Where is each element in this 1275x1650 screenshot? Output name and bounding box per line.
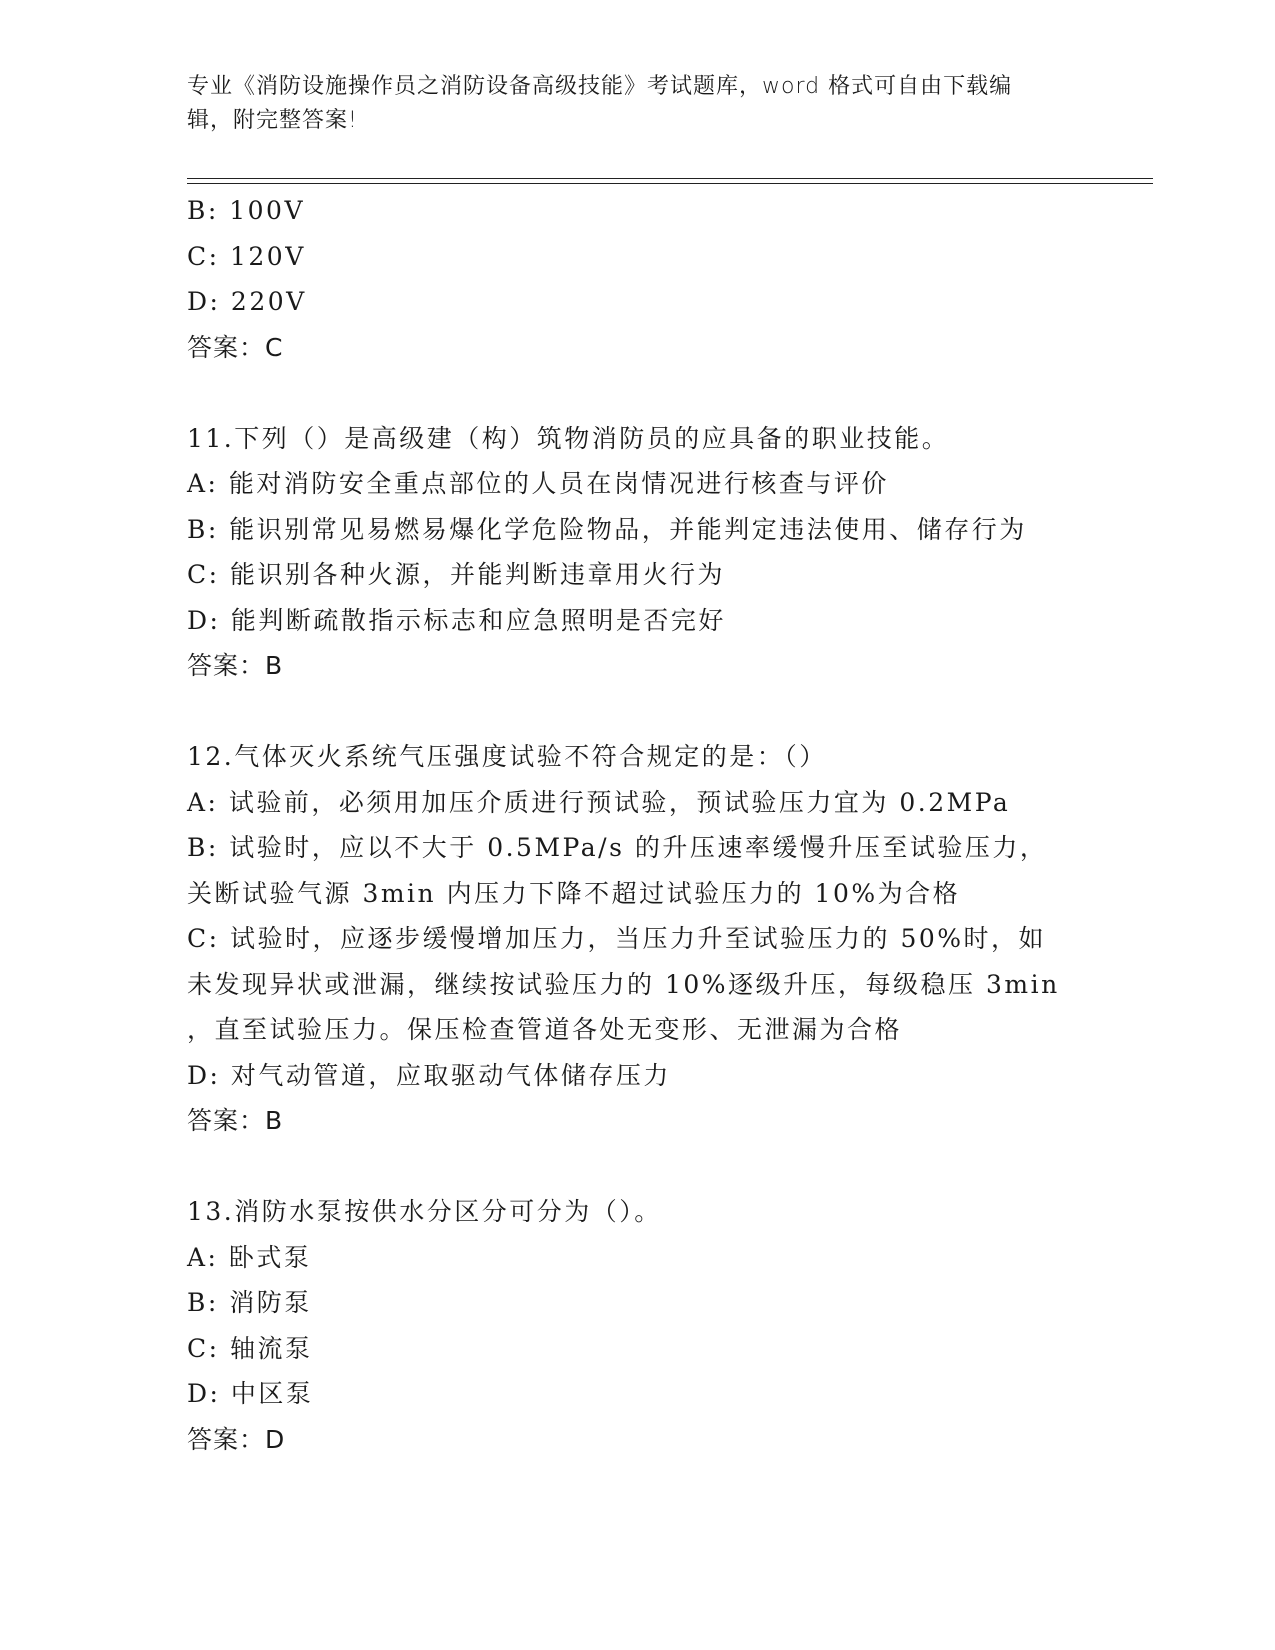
option-line: B: 消防泵 xyxy=(187,1288,312,1317)
question-12 xyxy=(187,734,1087,1144)
spacer xyxy=(187,1144,1087,1190)
option-line: B: 试验时，应以不大于 0.5MPa/s 的升压速率缓慢升压至试验压力， xyxy=(187,833,1048,862)
answer-line: 答案：C xyxy=(187,332,284,362)
option-line: 未发现异状或泄漏，继续按试验压力的 10%逐级升压，每级稳压 3min xyxy=(187,969,1060,999)
spacer xyxy=(187,689,1087,735)
prev-question xyxy=(187,188,1087,370)
question-11 xyxy=(187,416,1087,689)
option-line: C: 试验时，应逐步缓慢增加压力，当压力升至试验压力的 50%时，如 xyxy=(187,924,1047,953)
question-stem: 11.下列（）是高级建（构）筑物消防员的应具备的职业技能。 xyxy=(187,423,950,453)
option-line: B: 100V xyxy=(187,196,306,225)
document-header xyxy=(187,70,1077,138)
option-line: D: 220V xyxy=(187,287,307,316)
question-stem: 12.气体灭火系统气压强度试验不符合规定的是：（） xyxy=(187,742,827,771)
option-line: 关断试验气源 3min 内压力下降不超过试验压力的 10%为合格 xyxy=(187,878,961,908)
question-13 xyxy=(187,1189,1087,1462)
option-line: C: 120V xyxy=(187,241,306,271)
answer-line: 答案：B xyxy=(187,651,284,680)
option-line: A: 卧式泵 xyxy=(187,1242,312,1272)
option-line: ，直至试验压力。保压检查管道各处无变形、无泄漏为合格 xyxy=(187,1015,903,1044)
header-divider-top xyxy=(187,178,1153,179)
header-divider-bottom xyxy=(187,183,1153,184)
option-line: D: 对气动管道，应取驱动气体储存压力 xyxy=(187,1060,671,1090)
option-line: D: 中区泵 xyxy=(187,1379,314,1408)
option-line: A: 能对消防安全重点部位的人员在岗情况进行核查与评价 xyxy=(187,469,889,498)
header-line-2: 辑，附完整答案! xyxy=(187,108,358,133)
option-line: C: 能识别各种火源，并能判断违章用火行为 xyxy=(187,560,725,589)
option-line: A: 试验前，必须用加压介质进行预试验，预试验压力宜为 0.2MPa xyxy=(187,787,1011,817)
option-line: B: 能识别常见易燃易爆化学危险物品，并能判定违法使用、储存行为 xyxy=(187,514,1027,544)
option-line: C: 轴流泵 xyxy=(187,1333,313,1363)
question-stem: 13.消防水泵按供水分区分可分为（）。 xyxy=(187,1197,662,1226)
option-line: D: 能判断疏散指示标志和应急照明是否完好 xyxy=(187,605,726,635)
question-content xyxy=(187,188,1087,1462)
answer-line: 答案：D xyxy=(187,1424,286,1454)
spacer xyxy=(187,370,1087,416)
answer-line: 答案：B xyxy=(187,1106,284,1135)
header-line-1: 专业《消防设施操作员之消防设备高级技能》考试题库，word 格式可自由下载编 xyxy=(187,74,1013,99)
